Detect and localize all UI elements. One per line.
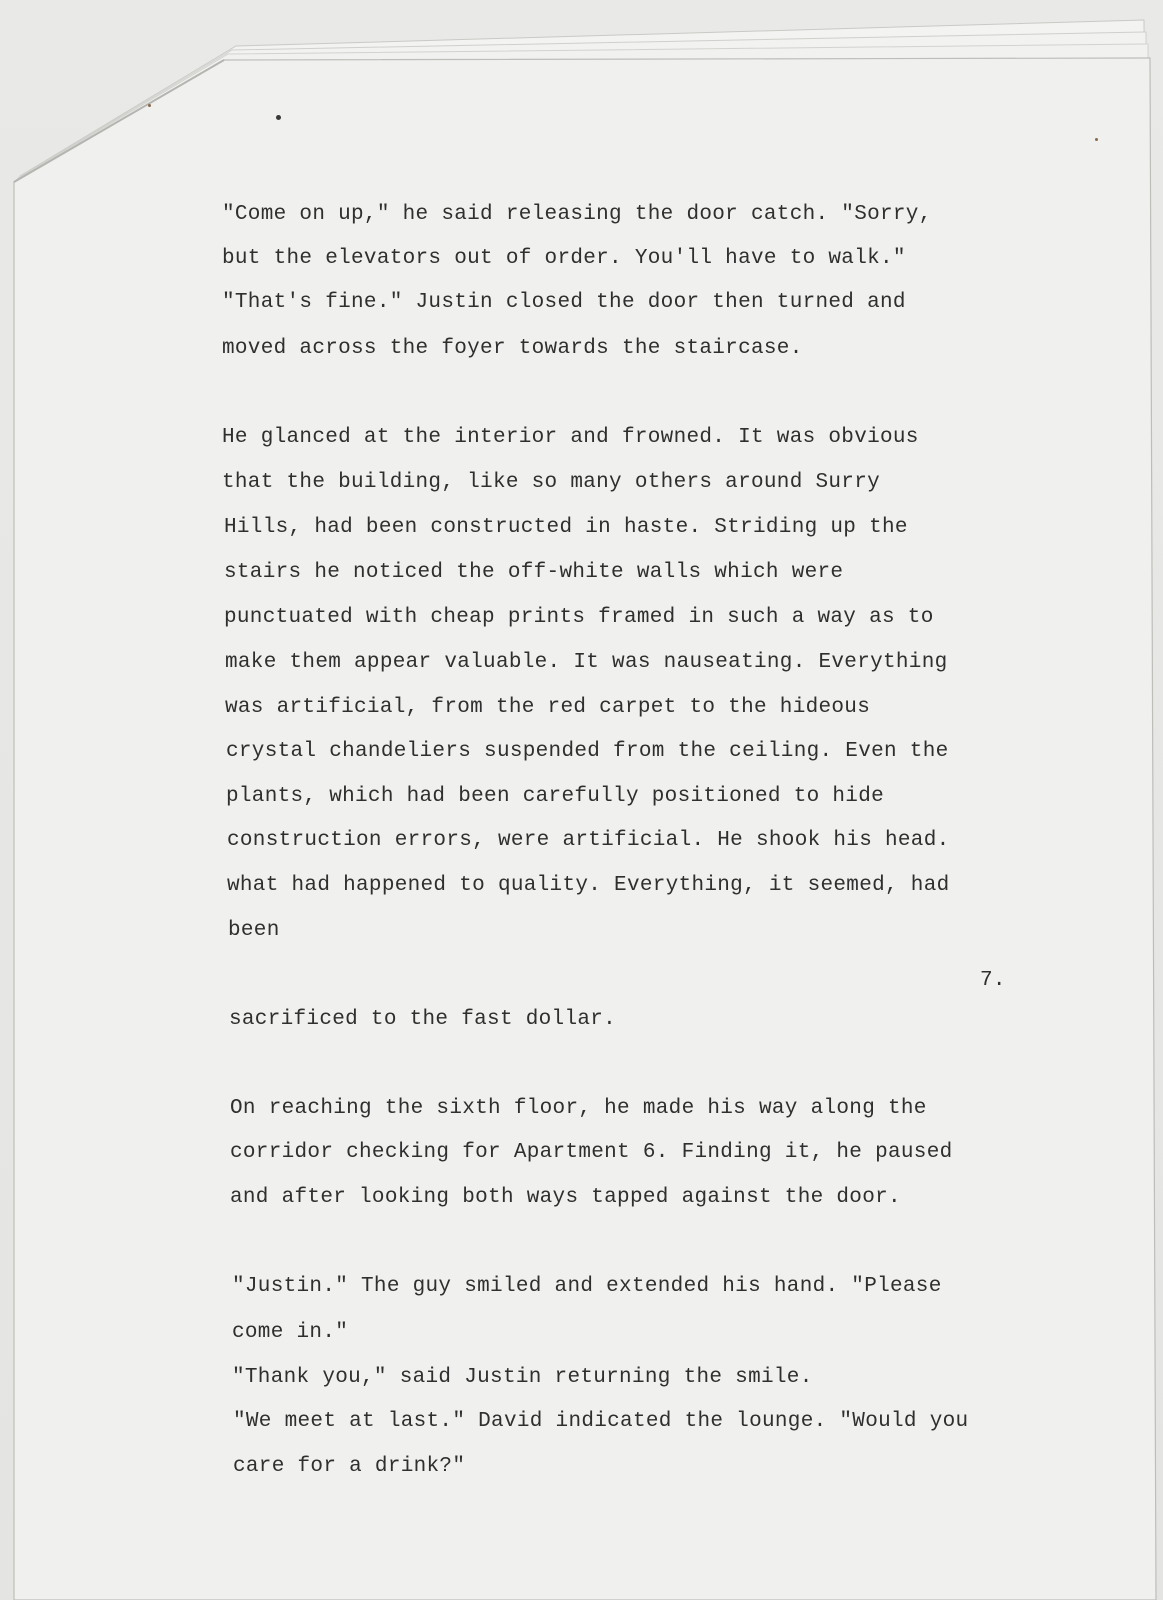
text-line: sacrificed to the fast dollar. — [229, 1008, 617, 1031]
text-line: "Thank you," said Justin returning the smile. — [232, 1366, 813, 1389]
text-line: come in." — [232, 1321, 349, 1344]
text-line: care for a drink?" — [233, 1455, 466, 1478]
text-line: "That's fine." Justin closed the door then turned and — [222, 291, 906, 314]
text-line: plants, which had been carefully positioned to hide — [226, 785, 885, 808]
text-line: "We meet at last." David indicated the lounge. "Would you — [233, 1410, 969, 1433]
text-line: make them appear valuable. It was nauseating. Everything — [225, 651, 948, 674]
text-line: corridor checking for Apartment 6. Finding it, he paused — [230, 1141, 953, 1164]
text-line: On reaching the sixth floor, he made his way along the — [230, 1097, 927, 1120]
text-line: what had happened to quality. Everything, it seemed, had — [227, 874, 950, 897]
page-number: 7. — [980, 969, 1006, 992]
text-line: and after looking both ways tapped against the door. — [230, 1186, 901, 1209]
text-line: crystal chandeliers suspended from the ceiling. Even the — [226, 740, 949, 763]
text-line: moved across the foyer towards the staircase. — [222, 337, 803, 360]
text-line: that the building, like so many others around Surry — [222, 471, 881, 494]
text-line: Hills, had been constructed in haste. Striding up the — [224, 516, 908, 539]
text-line: been — [228, 919, 280, 942]
text-line: but the elevators out of order. You'll have to walk." — [222, 247, 906, 270]
text-line: "Justin." The guy smiled and extended his hand. "Please — [232, 1275, 942, 1298]
text-line: punctuated with cheap prints framed in such a way as to — [224, 606, 934, 629]
text-line: was artificial, from the red carpet to the hideous — [225, 696, 871, 719]
text-line: "Come on up," he said releasing the door catch. "Sorry, — [222, 203, 932, 226]
text-line: construction errors, were artificial. He shook his head. — [227, 829, 950, 852]
text-line: stairs he noticed the off-white walls which were — [224, 561, 844, 584]
text-line: He glanced at the interior and frowned. It was obvious — [222, 426, 919, 449]
